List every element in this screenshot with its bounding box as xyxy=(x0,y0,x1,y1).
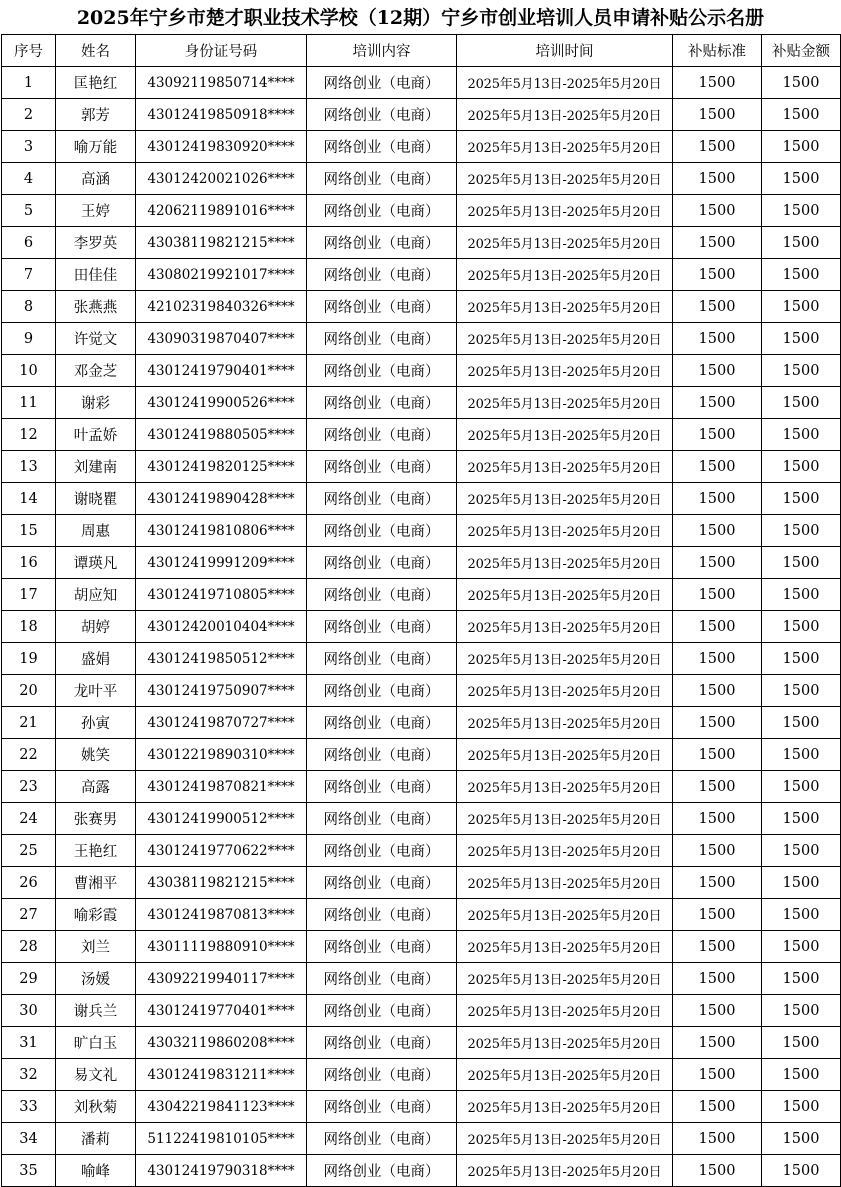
cell-subsidy-standard: 1500 xyxy=(673,1123,762,1155)
table-row xyxy=(2,483,841,515)
cell-training-time: 2025年5月13日-2025年5月20日 xyxy=(457,1027,673,1059)
cell-subsidy-standard: 1500 xyxy=(673,163,762,195)
cell-id-number: 43012419880505**** xyxy=(136,419,307,451)
cell-name: 王婷 xyxy=(56,195,136,227)
cell-id-number: 43012419770622**** xyxy=(136,835,307,867)
table-row xyxy=(2,739,841,771)
cell-name: 李罗英 xyxy=(56,227,136,259)
cell-name: 孙寅 xyxy=(56,707,136,739)
cell-subsidy-amount: 1500 xyxy=(762,483,841,515)
cell-name: 刘秋菊 xyxy=(56,1091,136,1123)
cell-training-content: 网络创业（电商） xyxy=(307,259,457,291)
cell-subsidy-amount: 1500 xyxy=(762,419,841,451)
table-row xyxy=(2,387,841,419)
cell-index: 13 xyxy=(2,451,56,483)
cell-subsidy-standard: 1500 xyxy=(673,771,762,803)
cell-subsidy-amount: 1500 xyxy=(762,259,841,291)
cell-subsidy-amount: 1500 xyxy=(762,163,841,195)
cell-training-content: 网络创业（电商） xyxy=(307,931,457,963)
cell-training-time: 2025年5月13日-2025年5月20日 xyxy=(457,643,673,675)
cell-index: 17 xyxy=(2,579,56,611)
table-row xyxy=(2,355,841,387)
cell-id-number: 43012419900526**** xyxy=(136,387,307,419)
cell-index: 21 xyxy=(2,707,56,739)
cell-id-number: 43012419750907**** xyxy=(136,675,307,707)
cell-subsidy-amount: 1500 xyxy=(762,515,841,547)
cell-index: 28 xyxy=(2,931,56,963)
cell-subsidy-standard: 1500 xyxy=(673,1091,762,1123)
cell-subsidy-amount: 1500 xyxy=(762,643,841,675)
table-row xyxy=(2,835,841,867)
cell-index: 11 xyxy=(2,387,56,419)
cell-index: 29 xyxy=(2,963,56,995)
cell-training-time: 2025年5月13日-2025年5月20日 xyxy=(457,259,673,291)
cell-name: 谢晓瞿 xyxy=(56,483,136,515)
cell-subsidy-amount: 1500 xyxy=(762,771,841,803)
cell-training-content: 网络创业（电商） xyxy=(307,67,457,99)
table-row xyxy=(2,67,841,99)
table-row xyxy=(2,547,841,579)
cell-training-time: 2025年5月13日-2025年5月20日 xyxy=(457,675,673,707)
cell-subsidy-standard: 1500 xyxy=(673,1059,762,1091)
cell-name: 龙叶平 xyxy=(56,675,136,707)
cell-name: 喻万能 xyxy=(56,131,136,163)
cell-training-time: 2025年5月13日-2025年5月20日 xyxy=(457,195,673,227)
cell-name: 盛娟 xyxy=(56,643,136,675)
cell-id-number: 43012419770401**** xyxy=(136,995,307,1027)
cell-name: 张赛男 xyxy=(56,803,136,835)
cell-training-content: 网络创业（电商） xyxy=(307,803,457,835)
cell-name: 周惠 xyxy=(56,515,136,547)
cell-subsidy-standard: 1500 xyxy=(673,547,762,579)
cell-subsidy-standard: 1500 xyxy=(673,995,762,1027)
cell-training-time: 2025年5月13日-2025年5月20日 xyxy=(457,867,673,899)
cell-subsidy-standard: 1500 xyxy=(673,1027,762,1059)
cell-index: 4 xyxy=(2,163,56,195)
cell-subsidy-amount: 1500 xyxy=(762,131,841,163)
cell-training-content: 网络创业（电商） xyxy=(307,547,457,579)
cell-training-time: 2025年5月13日-2025年5月20日 xyxy=(457,419,673,451)
cell-name: 高涵 xyxy=(56,163,136,195)
cell-training-time: 2025年5月13日-2025年5月20日 xyxy=(457,323,673,355)
cell-training-content: 网络创业（电商） xyxy=(307,707,457,739)
cell-subsidy-standard: 1500 xyxy=(673,227,762,259)
cell-subsidy-amount: 1500 xyxy=(762,707,841,739)
cell-id-number: 43012420010404**** xyxy=(136,611,307,643)
cell-subsidy-standard: 1500 xyxy=(673,515,762,547)
cell-id-number: 43012419830920**** xyxy=(136,131,307,163)
table-row xyxy=(2,1155,841,1187)
table-header-row xyxy=(2,35,841,67)
cell-training-time: 2025年5月13日-2025年5月20日 xyxy=(457,835,673,867)
cell-name: 易文礼 xyxy=(56,1059,136,1091)
cell-index: 26 xyxy=(2,867,56,899)
cell-training-content: 网络创业（电商） xyxy=(307,291,457,323)
cell-training-content: 网络创业（电商） xyxy=(307,739,457,771)
cell-index: 34 xyxy=(2,1123,56,1155)
table-body xyxy=(2,67,841,1187)
cell-training-content: 网络创业（电商） xyxy=(307,611,457,643)
cell-subsidy-amount: 1500 xyxy=(762,867,841,899)
cell-training-content: 网络创业（电商） xyxy=(307,131,457,163)
cell-subsidy-amount: 1500 xyxy=(762,579,841,611)
cell-id-number: 43012419810806**** xyxy=(136,515,307,547)
cell-training-time: 2025年5月13日-2025年5月20日 xyxy=(457,291,673,323)
cell-name: 胡应知 xyxy=(56,579,136,611)
cell-training-content: 网络创业（电商） xyxy=(307,899,457,931)
table-row xyxy=(2,99,841,131)
cell-subsidy-standard: 1500 xyxy=(673,899,762,931)
cell-training-time: 2025年5月13日-2025年5月20日 xyxy=(457,739,673,771)
table-row xyxy=(2,259,841,291)
cell-name: 谢兵兰 xyxy=(56,995,136,1027)
cell-name: 潘莉 xyxy=(56,1123,136,1155)
cell-subsidy-amount: 1500 xyxy=(762,355,841,387)
table-row xyxy=(2,611,841,643)
document-title: 2025年宁乡市楚才职业技术学校（12期）宁乡市创业培训人员申请补贴公示名册 xyxy=(76,7,765,29)
cell-training-content: 网络创业（电商） xyxy=(307,1155,457,1187)
cell-name: 姚笑 xyxy=(56,739,136,771)
table-row xyxy=(2,163,841,195)
cell-training-content: 网络创业（电商） xyxy=(307,771,457,803)
cell-subsidy-amount: 1500 xyxy=(762,611,841,643)
cell-id-number: 43012419850512**** xyxy=(136,643,307,675)
cell-training-time: 2025年5月13日-2025年5月20日 xyxy=(457,931,673,963)
table-row xyxy=(2,995,841,1027)
cell-index: 16 xyxy=(2,547,56,579)
table-row xyxy=(2,771,841,803)
roster-table xyxy=(1,34,841,1187)
table-row xyxy=(2,803,841,835)
cell-id-number: 43012419790318**** xyxy=(136,1155,307,1187)
cell-subsidy-standard: 1500 xyxy=(673,931,762,963)
table-row xyxy=(2,227,841,259)
cell-id-number: 43090319870407**** xyxy=(136,323,307,355)
cell-training-content: 网络创业（电商） xyxy=(307,515,457,547)
cell-training-content: 网络创业（电商） xyxy=(307,963,457,995)
cell-training-time: 2025年5月13日-2025年5月20日 xyxy=(457,131,673,163)
table-row xyxy=(2,707,841,739)
cell-name: 曹湘平 xyxy=(56,867,136,899)
table-row xyxy=(2,931,841,963)
cell-id-number: 43011119880910**** xyxy=(136,931,307,963)
table-row xyxy=(2,643,841,675)
cell-subsidy-amount: 1500 xyxy=(762,675,841,707)
cell-name: 喻峰 xyxy=(56,1155,136,1187)
cell-subsidy-standard: 1500 xyxy=(673,131,762,163)
cell-index: 7 xyxy=(2,259,56,291)
cell-name: 旷白玉 xyxy=(56,1027,136,1059)
cell-subsidy-standard: 1500 xyxy=(673,291,762,323)
cell-subsidy-standard: 1500 xyxy=(673,867,762,899)
cell-subsidy-amount: 1500 xyxy=(762,1123,841,1155)
cell-subsidy-standard: 1500 xyxy=(673,579,762,611)
cell-training-time: 2025年5月13日-2025年5月20日 xyxy=(457,707,673,739)
table-row xyxy=(2,867,841,899)
column-header-index: 序号 xyxy=(2,35,56,67)
cell-training-time: 2025年5月13日-2025年5月20日 xyxy=(457,1123,673,1155)
cell-training-time: 2025年5月13日-2025年5月20日 xyxy=(457,163,673,195)
table-row xyxy=(2,451,841,483)
cell-index: 30 xyxy=(2,995,56,1027)
table-row xyxy=(2,675,841,707)
table-row xyxy=(2,1123,841,1155)
cell-training-time: 2025年5月13日-2025年5月20日 xyxy=(457,963,673,995)
cell-training-time: 2025年5月13日-2025年5月20日 xyxy=(457,611,673,643)
cell-training-time: 2025年5月13日-2025年5月20日 xyxy=(457,1059,673,1091)
cell-subsidy-amount: 1500 xyxy=(762,835,841,867)
cell-training-content: 网络创业（电商） xyxy=(307,227,457,259)
cell-training-content: 网络创业（电商） xyxy=(307,99,457,131)
cell-training-content: 网络创业（电商） xyxy=(307,195,457,227)
cell-subsidy-amount: 1500 xyxy=(762,931,841,963)
cell-id-number: 43012419870727**** xyxy=(136,707,307,739)
cell-index: 23 xyxy=(2,771,56,803)
cell-id-number: 51122419810105**** xyxy=(136,1123,307,1155)
cell-training-time: 2025年5月13日-2025年5月20日 xyxy=(457,451,673,483)
table-row xyxy=(2,963,841,995)
cell-training-content: 网络创业（电商） xyxy=(307,995,457,1027)
cell-index: 5 xyxy=(2,195,56,227)
column-header-subsidy-amount: 补贴金额 xyxy=(762,35,841,67)
cell-subsidy-standard: 1500 xyxy=(673,835,762,867)
cell-name: 许觉文 xyxy=(56,323,136,355)
cell-id-number: 43012419890428**** xyxy=(136,483,307,515)
cell-index: 22 xyxy=(2,739,56,771)
cell-index: 20 xyxy=(2,675,56,707)
cell-name: 喻彩霞 xyxy=(56,899,136,931)
cell-name: 刘兰 xyxy=(56,931,136,963)
cell-index: 8 xyxy=(2,291,56,323)
cell-name: 谢彩 xyxy=(56,387,136,419)
column-header-training-time: 培训时间 xyxy=(457,35,673,67)
cell-subsidy-amount: 1500 xyxy=(762,451,841,483)
cell-subsidy-amount: 1500 xyxy=(762,739,841,771)
cell-index: 12 xyxy=(2,419,56,451)
cell-index: 9 xyxy=(2,323,56,355)
cell-id-number: 43092219940117**** xyxy=(136,963,307,995)
cell-training-content: 网络创业（电商） xyxy=(307,419,457,451)
table-row xyxy=(2,323,841,355)
cell-subsidy-amount: 1500 xyxy=(762,1059,841,1091)
cell-subsidy-standard: 1500 xyxy=(673,99,762,131)
cell-training-content: 网络创业（电商） xyxy=(307,1123,457,1155)
cell-name: 郭芳 xyxy=(56,99,136,131)
table-row xyxy=(2,1091,841,1123)
cell-subsidy-amount: 1500 xyxy=(762,1155,841,1187)
cell-id-number: 43012219890310**** xyxy=(136,739,307,771)
table-row xyxy=(2,291,841,323)
cell-subsidy-amount: 1500 xyxy=(762,387,841,419)
cell-training-time: 2025年5月13日-2025年5月20日 xyxy=(457,899,673,931)
cell-id-number: 43012419790401**** xyxy=(136,355,307,387)
cell-subsidy-amount: 1500 xyxy=(762,1027,841,1059)
cell-name: 叶孟娇 xyxy=(56,419,136,451)
cell-id-number: 43012419870821**** xyxy=(136,771,307,803)
cell-training-time: 2025年5月13日-2025年5月20日 xyxy=(457,1155,673,1187)
cell-subsidy-standard: 1500 xyxy=(673,739,762,771)
cell-subsidy-standard: 1500 xyxy=(673,803,762,835)
cell-name: 胡婷 xyxy=(56,611,136,643)
cell-training-content: 网络创业（电商） xyxy=(307,323,457,355)
cell-index: 14 xyxy=(2,483,56,515)
cell-training-content: 网络创业（电商） xyxy=(307,579,457,611)
cell-index: 18 xyxy=(2,611,56,643)
cell-subsidy-amount: 1500 xyxy=(762,227,841,259)
cell-id-number: 43032119860208**** xyxy=(136,1027,307,1059)
cell-subsidy-standard: 1500 xyxy=(673,483,762,515)
cell-name: 王艳红 xyxy=(56,835,136,867)
cell-id-number: 43092119850714**** xyxy=(136,67,307,99)
cell-training-content: 网络创业（电商） xyxy=(307,1027,457,1059)
cell-index: 15 xyxy=(2,515,56,547)
cell-subsidy-standard: 1500 xyxy=(673,1155,762,1187)
cell-index: 31 xyxy=(2,1027,56,1059)
table-row xyxy=(2,195,841,227)
table-row xyxy=(2,579,841,611)
cell-training-content: 网络创业（电商） xyxy=(307,451,457,483)
cell-name: 张燕燕 xyxy=(56,291,136,323)
cell-index: 1 xyxy=(2,67,56,99)
cell-subsidy-amount: 1500 xyxy=(762,323,841,355)
cell-training-time: 2025年5月13日-2025年5月20日 xyxy=(457,67,673,99)
cell-subsidy-standard: 1500 xyxy=(673,611,762,643)
table-row xyxy=(2,1027,841,1059)
cell-subsidy-standard: 1500 xyxy=(673,387,762,419)
cell-name: 高露 xyxy=(56,771,136,803)
cell-id-number: 43012419900512**** xyxy=(136,803,307,835)
table-row xyxy=(2,899,841,931)
cell-index: 19 xyxy=(2,643,56,675)
cell-id-number: 43012419870813**** xyxy=(136,899,307,931)
cell-id-number: 42102319840326**** xyxy=(136,291,307,323)
cell-name: 汤媛 xyxy=(56,963,136,995)
cell-index: 10 xyxy=(2,355,56,387)
cell-subsidy-amount: 1500 xyxy=(762,803,841,835)
cell-subsidy-amount: 1500 xyxy=(762,547,841,579)
cell-subsidy-amount: 1500 xyxy=(762,1091,841,1123)
cell-training-content: 网络创业（电商） xyxy=(307,1059,457,1091)
cell-training-content: 网络创业（电商） xyxy=(307,675,457,707)
table-row xyxy=(2,1059,841,1091)
cell-index: 24 xyxy=(2,803,56,835)
cell-index: 25 xyxy=(2,835,56,867)
cell-training-time: 2025年5月13日-2025年5月20日 xyxy=(457,547,673,579)
cell-name: 匡艳红 xyxy=(56,67,136,99)
cell-id-number: 43038119821215**** xyxy=(136,867,307,899)
column-header-subsidy-standard: 补贴标准 xyxy=(673,35,762,67)
cell-training-time: 2025年5月13日-2025年5月20日 xyxy=(457,483,673,515)
cell-training-content: 网络创业（电商） xyxy=(307,163,457,195)
cell-subsidy-amount: 1500 xyxy=(762,995,841,1027)
cell-id-number: 43012419710805**** xyxy=(136,579,307,611)
cell-training-time: 2025年5月13日-2025年5月20日 xyxy=(457,227,673,259)
cell-subsidy-amount: 1500 xyxy=(762,67,841,99)
cell-subsidy-standard: 1500 xyxy=(673,195,762,227)
cell-id-number: 43012419850918**** xyxy=(136,99,307,131)
cell-subsidy-standard: 1500 xyxy=(673,323,762,355)
cell-training-time: 2025年5月13日-2025年5月20日 xyxy=(457,387,673,419)
cell-subsidy-standard: 1500 xyxy=(673,963,762,995)
cell-index: 6 xyxy=(2,227,56,259)
cell-name: 邓金芝 xyxy=(56,355,136,387)
cell-training-content: 网络创业（电商） xyxy=(307,355,457,387)
cell-training-time: 2025年5月13日-2025年5月20日 xyxy=(457,515,673,547)
cell-subsidy-standard: 1500 xyxy=(673,451,762,483)
cell-subsidy-standard: 1500 xyxy=(673,419,762,451)
cell-index: 33 xyxy=(2,1091,56,1123)
cell-id-number: 43012420021026**** xyxy=(136,163,307,195)
column-header-name: 姓名 xyxy=(56,35,136,67)
cell-subsidy-standard: 1500 xyxy=(673,643,762,675)
cell-subsidy-amount: 1500 xyxy=(762,195,841,227)
cell-training-time: 2025年5月13日-2025年5月20日 xyxy=(457,995,673,1027)
cell-subsidy-standard: 1500 xyxy=(673,259,762,291)
cell-training-content: 网络创业（电商） xyxy=(307,867,457,899)
cell-id-number: 43012419820125**** xyxy=(136,451,307,483)
cell-subsidy-amount: 1500 xyxy=(762,963,841,995)
cell-training-content: 网络创业（电商） xyxy=(307,483,457,515)
cell-id-number: 43042219841123**** xyxy=(136,1091,307,1123)
table-row xyxy=(2,515,841,547)
cell-index: 27 xyxy=(2,899,56,931)
table-row xyxy=(2,131,841,163)
cell-training-content: 网络创业（电商） xyxy=(307,387,457,419)
table-row xyxy=(2,419,841,451)
cell-name: 谭瑛凡 xyxy=(56,547,136,579)
cell-subsidy-standard: 1500 xyxy=(673,675,762,707)
cell-index: 2 xyxy=(2,99,56,131)
cell-subsidy-standard: 1500 xyxy=(673,355,762,387)
cell-index: 3 xyxy=(2,131,56,163)
cell-training-time: 2025年5月13日-2025年5月20日 xyxy=(457,771,673,803)
cell-training-time: 2025年5月13日-2025年5月20日 xyxy=(457,355,673,387)
cell-name: 田佳佳 xyxy=(56,259,136,291)
cell-training-time: 2025年5月13日-2025年5月20日 xyxy=(457,803,673,835)
cell-training-time: 2025年5月13日-2025年5月20日 xyxy=(457,1091,673,1123)
cell-subsidy-standard: 1500 xyxy=(673,707,762,739)
cell-training-time: 2025年5月13日-2025年5月20日 xyxy=(457,579,673,611)
cell-id-number: 43012419831211**** xyxy=(136,1059,307,1091)
cell-id-number: 43080219921017**** xyxy=(136,259,307,291)
cell-subsidy-amount: 1500 xyxy=(762,291,841,323)
cell-id-number: 43038119821215**** xyxy=(136,227,307,259)
cell-training-time: 2025年5月13日-2025年5月20日 xyxy=(457,99,673,131)
column-header-training-content: 培训内容 xyxy=(307,35,457,67)
cell-name: 刘建南 xyxy=(56,451,136,483)
cell-subsidy-amount: 1500 xyxy=(762,899,841,931)
cell-training-content: 网络创业（电商） xyxy=(307,835,457,867)
cell-training-content: 网络创业（电商） xyxy=(307,1091,457,1123)
cell-subsidy-standard: 1500 xyxy=(673,67,762,99)
column-header-id-number: 身份证号码 xyxy=(136,35,307,67)
cell-id-number: 43012419991209**** xyxy=(136,547,307,579)
cell-index: 32 xyxy=(2,1059,56,1091)
cell-training-content: 网络创业（电商） xyxy=(307,643,457,675)
cell-id-number: 42062119891016**** xyxy=(136,195,307,227)
cell-subsidy-amount: 1500 xyxy=(762,99,841,131)
cell-index: 35 xyxy=(2,1155,56,1187)
